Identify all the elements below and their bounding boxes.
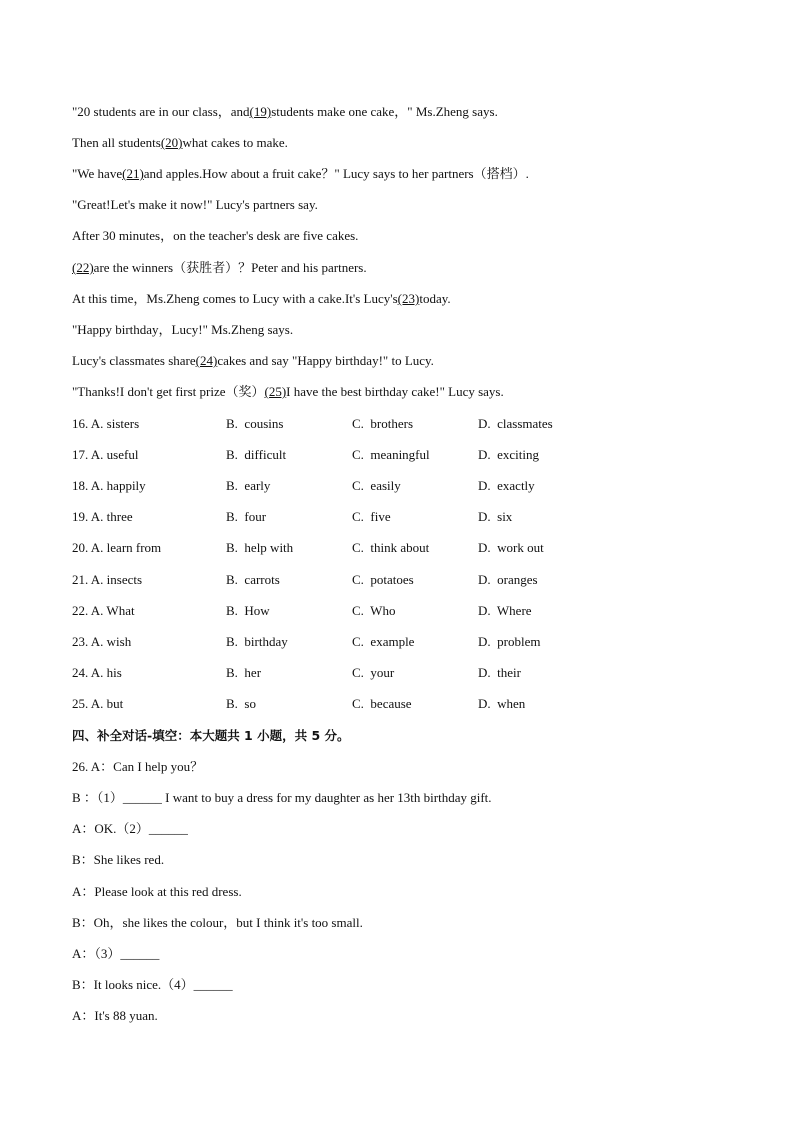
blank-20: (20) bbox=[160, 135, 183, 150]
option-b[interactable]: B. early bbox=[226, 478, 271, 493]
passage-line: After 30 minutes，on the teacher's desk are five cakes. bbox=[72, 228, 359, 243]
dialogue-line: B ：（1）______ I want to buy a dress for my daughter as her 13th birthday gift. bbox=[72, 790, 492, 805]
option-b[interactable]: B. help with bbox=[226, 540, 294, 555]
option-c[interactable]: C. easily bbox=[352, 478, 401, 493]
option-b[interactable]: B. four bbox=[226, 509, 267, 524]
option-d[interactable]: D. when bbox=[478, 696, 526, 711]
option-b[interactable]: B. birthday bbox=[226, 634, 288, 649]
option-b[interactable]: B. How bbox=[226, 603, 270, 618]
passage-line: Lucy's classmates share(24)cakes and say "Happy birthday!" to Lucy. bbox=[72, 353, 434, 368]
option-d[interactable]: D. classmates bbox=[478, 416, 553, 431]
option-c[interactable]: C. think about bbox=[352, 540, 430, 555]
option-d[interactable]: D. exciting bbox=[478, 447, 540, 462]
passage-line: "We have(21)and apples.How about a fruit cake？" Lucy says to her partners（搭档）. bbox=[72, 166, 529, 181]
option-c[interactable]: C. example bbox=[352, 634, 415, 649]
dialogue-line: 26. A：Can I help you？ bbox=[72, 759, 204, 774]
blank-22: (22) bbox=[72, 260, 94, 275]
dialogue-line: B：Oh，she likes the colour，but I think it's too small. bbox=[72, 915, 363, 930]
passage-line: "Thanks!I don't get first prize（奖）(25)I have the best birthday cake!" Lucy says. bbox=[72, 384, 504, 399]
option-a[interactable]: 22. A. What bbox=[72, 603, 135, 618]
option-c[interactable]: C. your bbox=[352, 665, 395, 680]
dialogue-line: A：It's 88 yuan. bbox=[72, 1008, 158, 1023]
option-c[interactable]: C. because bbox=[352, 696, 412, 711]
option-c[interactable]: C. five bbox=[352, 509, 391, 524]
passage-line: "Great!Let's make it now!" Lucy's partners say. bbox=[72, 197, 318, 212]
option-d[interactable]: D. oranges bbox=[478, 572, 538, 587]
option-b[interactable]: B. cousins bbox=[226, 416, 284, 431]
option-c[interactable]: C. potatoes bbox=[352, 572, 414, 587]
option-b[interactable]: B. difficult bbox=[226, 447, 287, 462]
option-b[interactable]: B. carrots bbox=[226, 572, 280, 587]
blank-24: (24) bbox=[195, 353, 218, 368]
dialogue-line: B：She likes red. bbox=[72, 852, 165, 867]
option-a[interactable]: 18. A. happily bbox=[72, 478, 146, 493]
passage-line: (22)are the winners（获胜者）？Peter and his partners. bbox=[72, 260, 367, 275]
option-d[interactable]: D. exactly bbox=[478, 478, 535, 493]
option-c[interactable]: C. Who bbox=[352, 603, 396, 618]
option-a[interactable]: 25. A. but bbox=[72, 696, 124, 711]
option-a[interactable]: 24. A. his bbox=[72, 665, 122, 680]
option-d[interactable]: D. problem bbox=[478, 634, 541, 649]
blank-21: (21) bbox=[122, 166, 144, 181]
passage-line: "Happy birthday，Lucy!" Ms.Zheng says. bbox=[72, 322, 294, 337]
option-c[interactable]: C. brothers bbox=[352, 416, 414, 431]
option-d[interactable]: D. their bbox=[478, 665, 521, 680]
option-c[interactable]: C. meaningful bbox=[352, 447, 430, 462]
passage-line: At this time，Ms.Zheng comes to Lucy with a cake.It's Lucy's(23)today. bbox=[72, 291, 451, 306]
option-b[interactable]: B. so bbox=[226, 696, 256, 711]
dialogue-line: A：（3）______ bbox=[72, 946, 160, 961]
option-d[interactable]: D. six bbox=[478, 509, 513, 524]
passage-line: "20 students are in our class，and(19)students make one cake，" Ms.Zheng says. bbox=[72, 104, 498, 119]
option-a[interactable]: 17. A. useful bbox=[72, 447, 139, 462]
blank-19: (19) bbox=[249, 104, 272, 119]
option-d[interactable]: D. Where bbox=[478, 603, 532, 618]
blank-23: (23) bbox=[397, 291, 420, 306]
passage-line: Then all students(20)what cakes to make. bbox=[72, 135, 288, 150]
option-a[interactable]: 23. A. wish bbox=[72, 634, 132, 649]
option-d[interactable]: D. work out bbox=[478, 540, 544, 555]
dialogue-line: A：OK.（2）______ bbox=[72, 821, 188, 836]
blank-25: (25) bbox=[264, 384, 287, 399]
dialogue-line: A：Please look at this red dress. bbox=[72, 884, 242, 899]
section-heading: 四、补全对话-填空：本大题共 1 小题，共 5 分。 bbox=[72, 728, 350, 743]
option-a[interactable]: 19. A. three bbox=[72, 509, 133, 524]
option-a[interactable]: 21. A. insects bbox=[72, 572, 143, 587]
option-a[interactable]: 16. A. sisters bbox=[72, 416, 140, 431]
option-a[interactable]: 20. A. learn from bbox=[72, 540, 162, 555]
dialogue-line: B：It looks nice.（4）______ bbox=[72, 977, 233, 992]
option-b[interactable]: B. her bbox=[226, 665, 262, 680]
